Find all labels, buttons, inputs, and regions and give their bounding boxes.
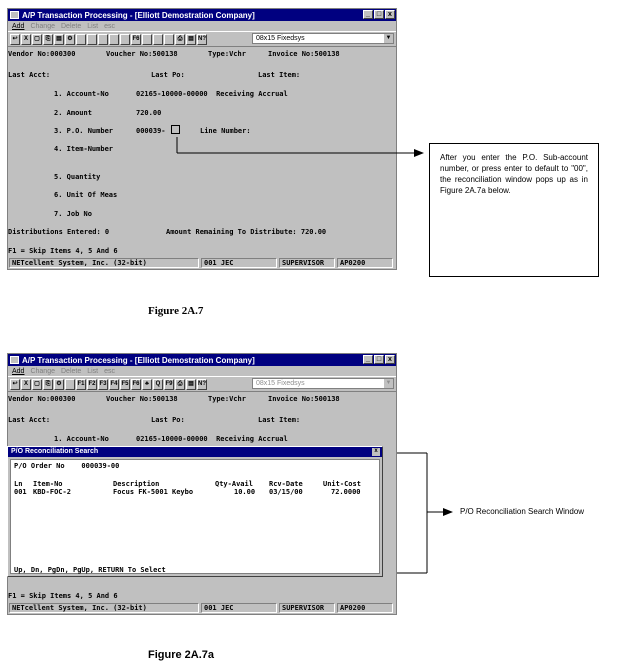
paste-icon[interactable]: ⎘ — [43, 34, 53, 45]
menu-list[interactable]: List — [87, 367, 99, 375]
undo-icon[interactable]: ↩ — [10, 34, 20, 45]
help-icon[interactable]: N? — [197, 379, 207, 390]
menu-add[interactable]: Add — [12, 367, 25, 375]
invoice-no: Invoice No:500138 — [268, 395, 340, 403]
field-5-label: 5. Quantity — [54, 173, 101, 181]
calculator-icon[interactable]: ⎙ — [175, 34, 185, 45]
f6-button[interactable]: F6 — [131, 34, 141, 45]
col-description: Description — [113, 480, 160, 488]
table-row[interactable] — [11, 488, 379, 497]
menu-change[interactable]: Change — [30, 22, 55, 30]
cut-icon[interactable]: X — [21, 34, 31, 45]
notes-icon[interactable]: ▤ — [186, 379, 196, 390]
vendor-no: Vendor No:000300 — [8, 395, 76, 403]
field-4-label: 4. Item-Number — [54, 145, 114, 153]
popup-close-button[interactable]: x — [372, 448, 380, 456]
field-7-label: 7. Job No — [54, 210, 92, 218]
print-icon[interactable]: ▤ — [54, 34, 64, 45]
binoculars-icon[interactable]: ♣ — [142, 379, 152, 390]
field-6-label: 6. Unit Of Meas — [54, 191, 118, 199]
f1-button[interactable]: F1 — [76, 379, 86, 390]
col-qty-avail: Qty-Avail — [215, 480, 253, 488]
type-label: Type:Vchr — [208, 395, 246, 403]
status-role: SUPERVISOR — [279, 603, 335, 613]
copy-icon[interactable]: ▢ — [32, 34, 42, 45]
cut-icon[interactable]: X — [21, 379, 31, 390]
col-unit-cost: Unit-Cost — [323, 480, 361, 488]
toolbar — [8, 376, 396, 392]
calculator-icon[interactable]: ⎙ — [175, 379, 185, 390]
figure-caption-2: Figure 2A.7a — [148, 649, 215, 661]
window-title: A/P Transaction Processing - [Elliott Demostration Company] — [22, 355, 255, 365]
font-select[interactable] — [252, 378, 394, 389]
row-ln: 001 — [14, 488, 27, 496]
row-unit-cost: 72.0000 — [331, 488, 361, 496]
menu-delete[interactable]: Delete — [61, 22, 82, 30]
last-item: Last Item: — [258, 71, 301, 79]
po-order-no: P/O Order No 000039-00 — [14, 462, 120, 470]
maximize-button[interactable]: □ — [374, 355, 384, 364]
distributions-entered: Distributions Entered: 0 — [8, 228, 110, 236]
last-po: Last Po: — [151, 416, 185, 424]
amount-remaining: Amount Remaining To Distribute: 720.00 — [166, 228, 327, 236]
menu-list[interactable]: List — [87, 22, 99, 30]
type-label: Type:Vchr — [208, 50, 246, 58]
voucher-no: Voucher No:500138 — [106, 50, 178, 58]
f9-button[interactable]: F9 — [164, 379, 174, 390]
field-1-label: 1. Account-No — [54, 435, 109, 443]
col-ln: Ln — [14, 480, 23, 488]
status-program: AP0200 — [337, 258, 393, 268]
popup-title-bar — [8, 447, 382, 457]
popup-body — [10, 459, 380, 574]
f4-button[interactable]: F4 — [109, 379, 119, 390]
field-2-value[interactable]: 720.00 — [136, 109, 162, 117]
row-item-no: KBD-FOC-2 — [33, 488, 71, 496]
close-button[interactable]: x — [385, 10, 395, 19]
status-user-code: 001 JEC — [201, 258, 277, 268]
status-company: NETcellent System, Inc. (32-bit) — [9, 258, 199, 268]
last-item: Last Item: — [258, 416, 301, 424]
f6-button[interactable]: F6 — [131, 379, 141, 390]
field-3-value[interactable]: 000039- — [136, 127, 166, 135]
settings-icon[interactable]: ⚙ — [54, 379, 64, 390]
col-item-no: Item-No — [33, 480, 63, 488]
notes-icon[interactable]: ▤ — [186, 34, 196, 45]
callout-note: After you enter the P.O. Sub-account number, or press enter to default to "00", the reconciliation window pops up as in Figure 2A.7a below. — [429, 143, 599, 277]
vendor-no: Vendor No:000300 — [8, 50, 76, 58]
voucher-no: Voucher No:500138 — [106, 395, 178, 403]
chevron-down-icon[interactable]: ▼ — [385, 380, 392, 386]
row-description: Focus FK-5001 Keybo — [113, 488, 194, 496]
col-rcv-date: Rcv-Date — [269, 480, 303, 488]
row-rcv-date: 03/15/00 — [269, 488, 303, 496]
blank-icon[interactable] — [65, 379, 75, 390]
field-1-label: 1. Account-No — [54, 90, 109, 98]
menu-esc[interactable]: esc — [104, 367, 116, 375]
po-reconciliation-popup — [7, 446, 383, 577]
menu-esc[interactable]: esc — [104, 22, 116, 30]
function-key-hint: F1 = Skip Items 4, 5 And 6 — [8, 247, 118, 255]
f2-button[interactable]: F2 — [87, 379, 97, 390]
menu-delete[interactable]: Delete — [61, 367, 82, 375]
line-number-label: Line Number: — [200, 127, 251, 135]
zoom-icon[interactable]: Q — [153, 379, 163, 390]
field-1-value[interactable]: 02165-10000-00000 Receiving Accrual — [136, 435, 288, 443]
status-company: NETcellent System, Inc. (32-bit) — [9, 603, 199, 613]
minimize-button[interactable]: _ — [363, 10, 373, 19]
undo-icon[interactable]: ↩ — [10, 379, 20, 390]
invoice-no: Invoice No:500138 — [268, 50, 340, 58]
last-acct: Last Acct: — [8, 71, 51, 79]
app-icon — [10, 356, 19, 364]
settings-icon[interactable]: ⚙ — [65, 34, 75, 45]
paste-icon[interactable]: ⎘ — [43, 379, 53, 390]
field-1-value[interactable]: 02165-10000-00000 Receiving Accrual — [136, 90, 288, 98]
minimize-button[interactable]: _ — [363, 355, 373, 364]
last-acct: Last Acct: — [8, 416, 51, 424]
close-button[interactable]: x — [385, 355, 395, 364]
row-qty-avail: 10.00 — [234, 488, 256, 496]
f3-button[interactable]: F3 — [98, 379, 108, 390]
field-2-label: 2. Amount — [54, 109, 92, 117]
function-key-hint: F1 = Skip Items 4, 5 And 6 — [8, 592, 118, 600]
maximize-button[interactable]: □ — [374, 10, 384, 19]
popup-annotation-label: P/O Reconciliation Search Window — [460, 507, 585, 516]
menu-change[interactable]: Change — [30, 367, 55, 375]
status-program: AP0200 — [337, 603, 393, 613]
field-3-label: 3. P.O. Number — [54, 127, 114, 135]
f5-button[interactable]: F5 — [120, 379, 130, 390]
popup-title: P/O Reconciliation Search — [11, 448, 99, 455]
window-title: A/P Transaction Processing - [Elliott Demostration Company] — [22, 10, 255, 20]
help-icon[interactable]: N? — [197, 34, 207, 45]
copy-icon[interactable]: ▢ — [32, 379, 42, 390]
status-user-code: 001 JEC — [201, 603, 277, 613]
figure-caption-1: Figure 2A.7 — [148, 305, 204, 317]
popup-footer-hint: Up, Dn, PgDn, PgUp, RETURN To Select — [14, 566, 166, 574]
last-po: Last Po: — [151, 71, 185, 79]
title-bar — [8, 354, 396, 366]
status-bar — [8, 603, 396, 613]
menu-bar — [8, 366, 396, 376]
chevron-down-icon[interactable]: ▼ — [385, 35, 392, 41]
font-select-value: 08x15 Fixedsys — [256, 35, 305, 42]
menu-add[interactable]: Add — [12, 22, 25, 30]
font-select-value: 08x15 Fixedsys — [256, 380, 305, 387]
status-role: SUPERVISOR — [279, 258, 335, 268]
